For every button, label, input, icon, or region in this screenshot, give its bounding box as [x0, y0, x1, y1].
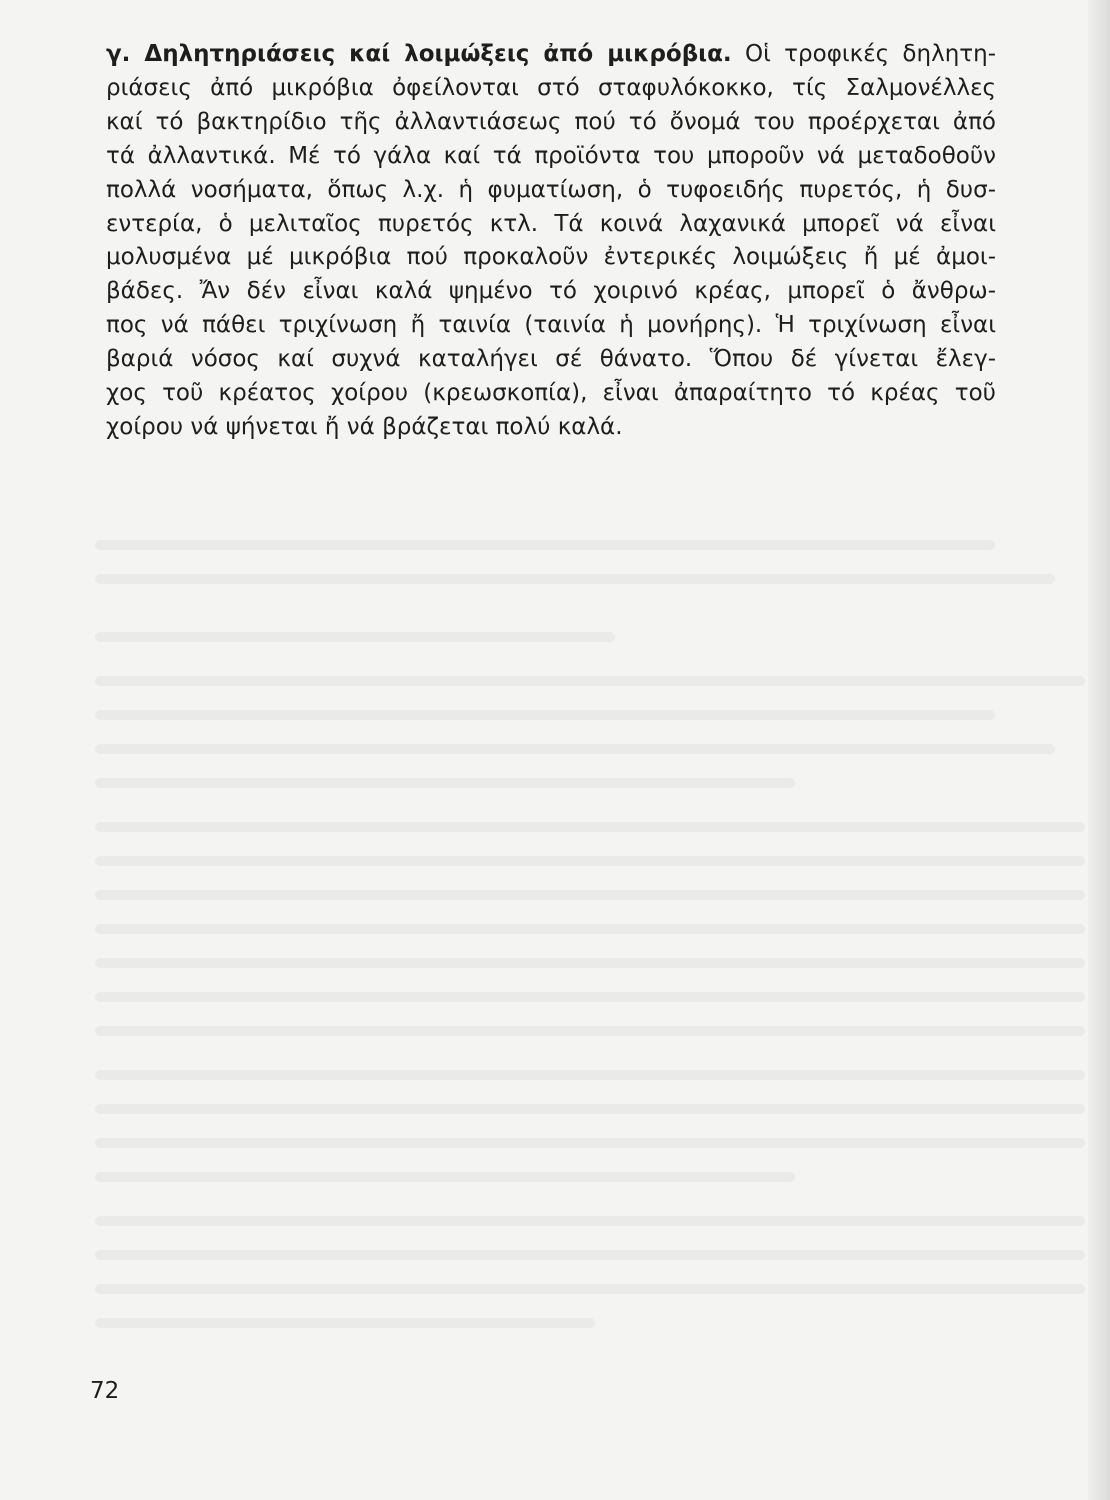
paragraph-line: ριάσεις ἀπό μικρόβια ὀφείλονται στό σταφυλόκοκκο, τίς Σαλμονέλλες [106, 74, 996, 101]
paragraph-line: βάδες. Ἄν δέν εἶναι καλά ψημένο τό χοιρινό κρέας, μπορεῖ ὁ ἄνθρω- [106, 278, 996, 305]
paragraph-line: χοίρου νά ψήνεται ἤ νά βράζεται πολύ καλά. [106, 413, 623, 440]
paragraph-line: μολυσμένα μέ μικρόβια πού προκαλοῦν ἐντερικές λοιμώξεις ἤ μέ ἀμοι- [106, 244, 996, 271]
paragraph-line: εντερία, ὁ μελιταῖος πυρετός κτλ. Τά κοινά λαχανικά μπορεῖ νά εἶναι [106, 210, 996, 237]
paragraph-line: πολλά νοσήματα, ὅπως λ.χ. ἡ φυματίωση, ὁ τυφοειδής πυρετός, ἡ δυσ- [106, 176, 996, 203]
section-paragraph [106, 38, 996, 445]
paragraph-line: τά ἀλλαντικά. Μέ τό γάλα καί τά προϊόντα του μποροῦν νά μεταδοθοῦν [106, 142, 996, 169]
paragraph-line: χος τοῦ κρέατος χοίρου (κρεωσκοπία), εἶναι ἀπαραίτητο τό κρέας τοῦ [106, 380, 996, 407]
page-number: 72 [90, 1378, 120, 1404]
section-heading: γ. Δηλητηριάσεις καί λοιμώξεις ἀπό μικρόβια. [106, 41, 732, 67]
heading-line-text: Οἱ τροφικές δηλητη- [744, 41, 996, 67]
paragraph-line: βαριά νόσος καί συχνά καταλήγει σέ θάνατο. Ὅπου δέ γίνεται ἔλεγ- [106, 346, 996, 373]
reverse-side-bleed-through [95, 540, 1095, 1360]
paragraph-line: καί τό βακτηρίδιο τῆς ἀλλαντιάσεως πού τό ὄνομά του προέρχεται ἀπό [106, 108, 996, 135]
paragraph-line [106, 38, 996, 72]
paragraph-line: πος νά πάθει τριχίνωση ἤ ταινία (ταινία ἡ μονήρης). Ἡ τριχίνωση εἶναι [106, 312, 996, 339]
